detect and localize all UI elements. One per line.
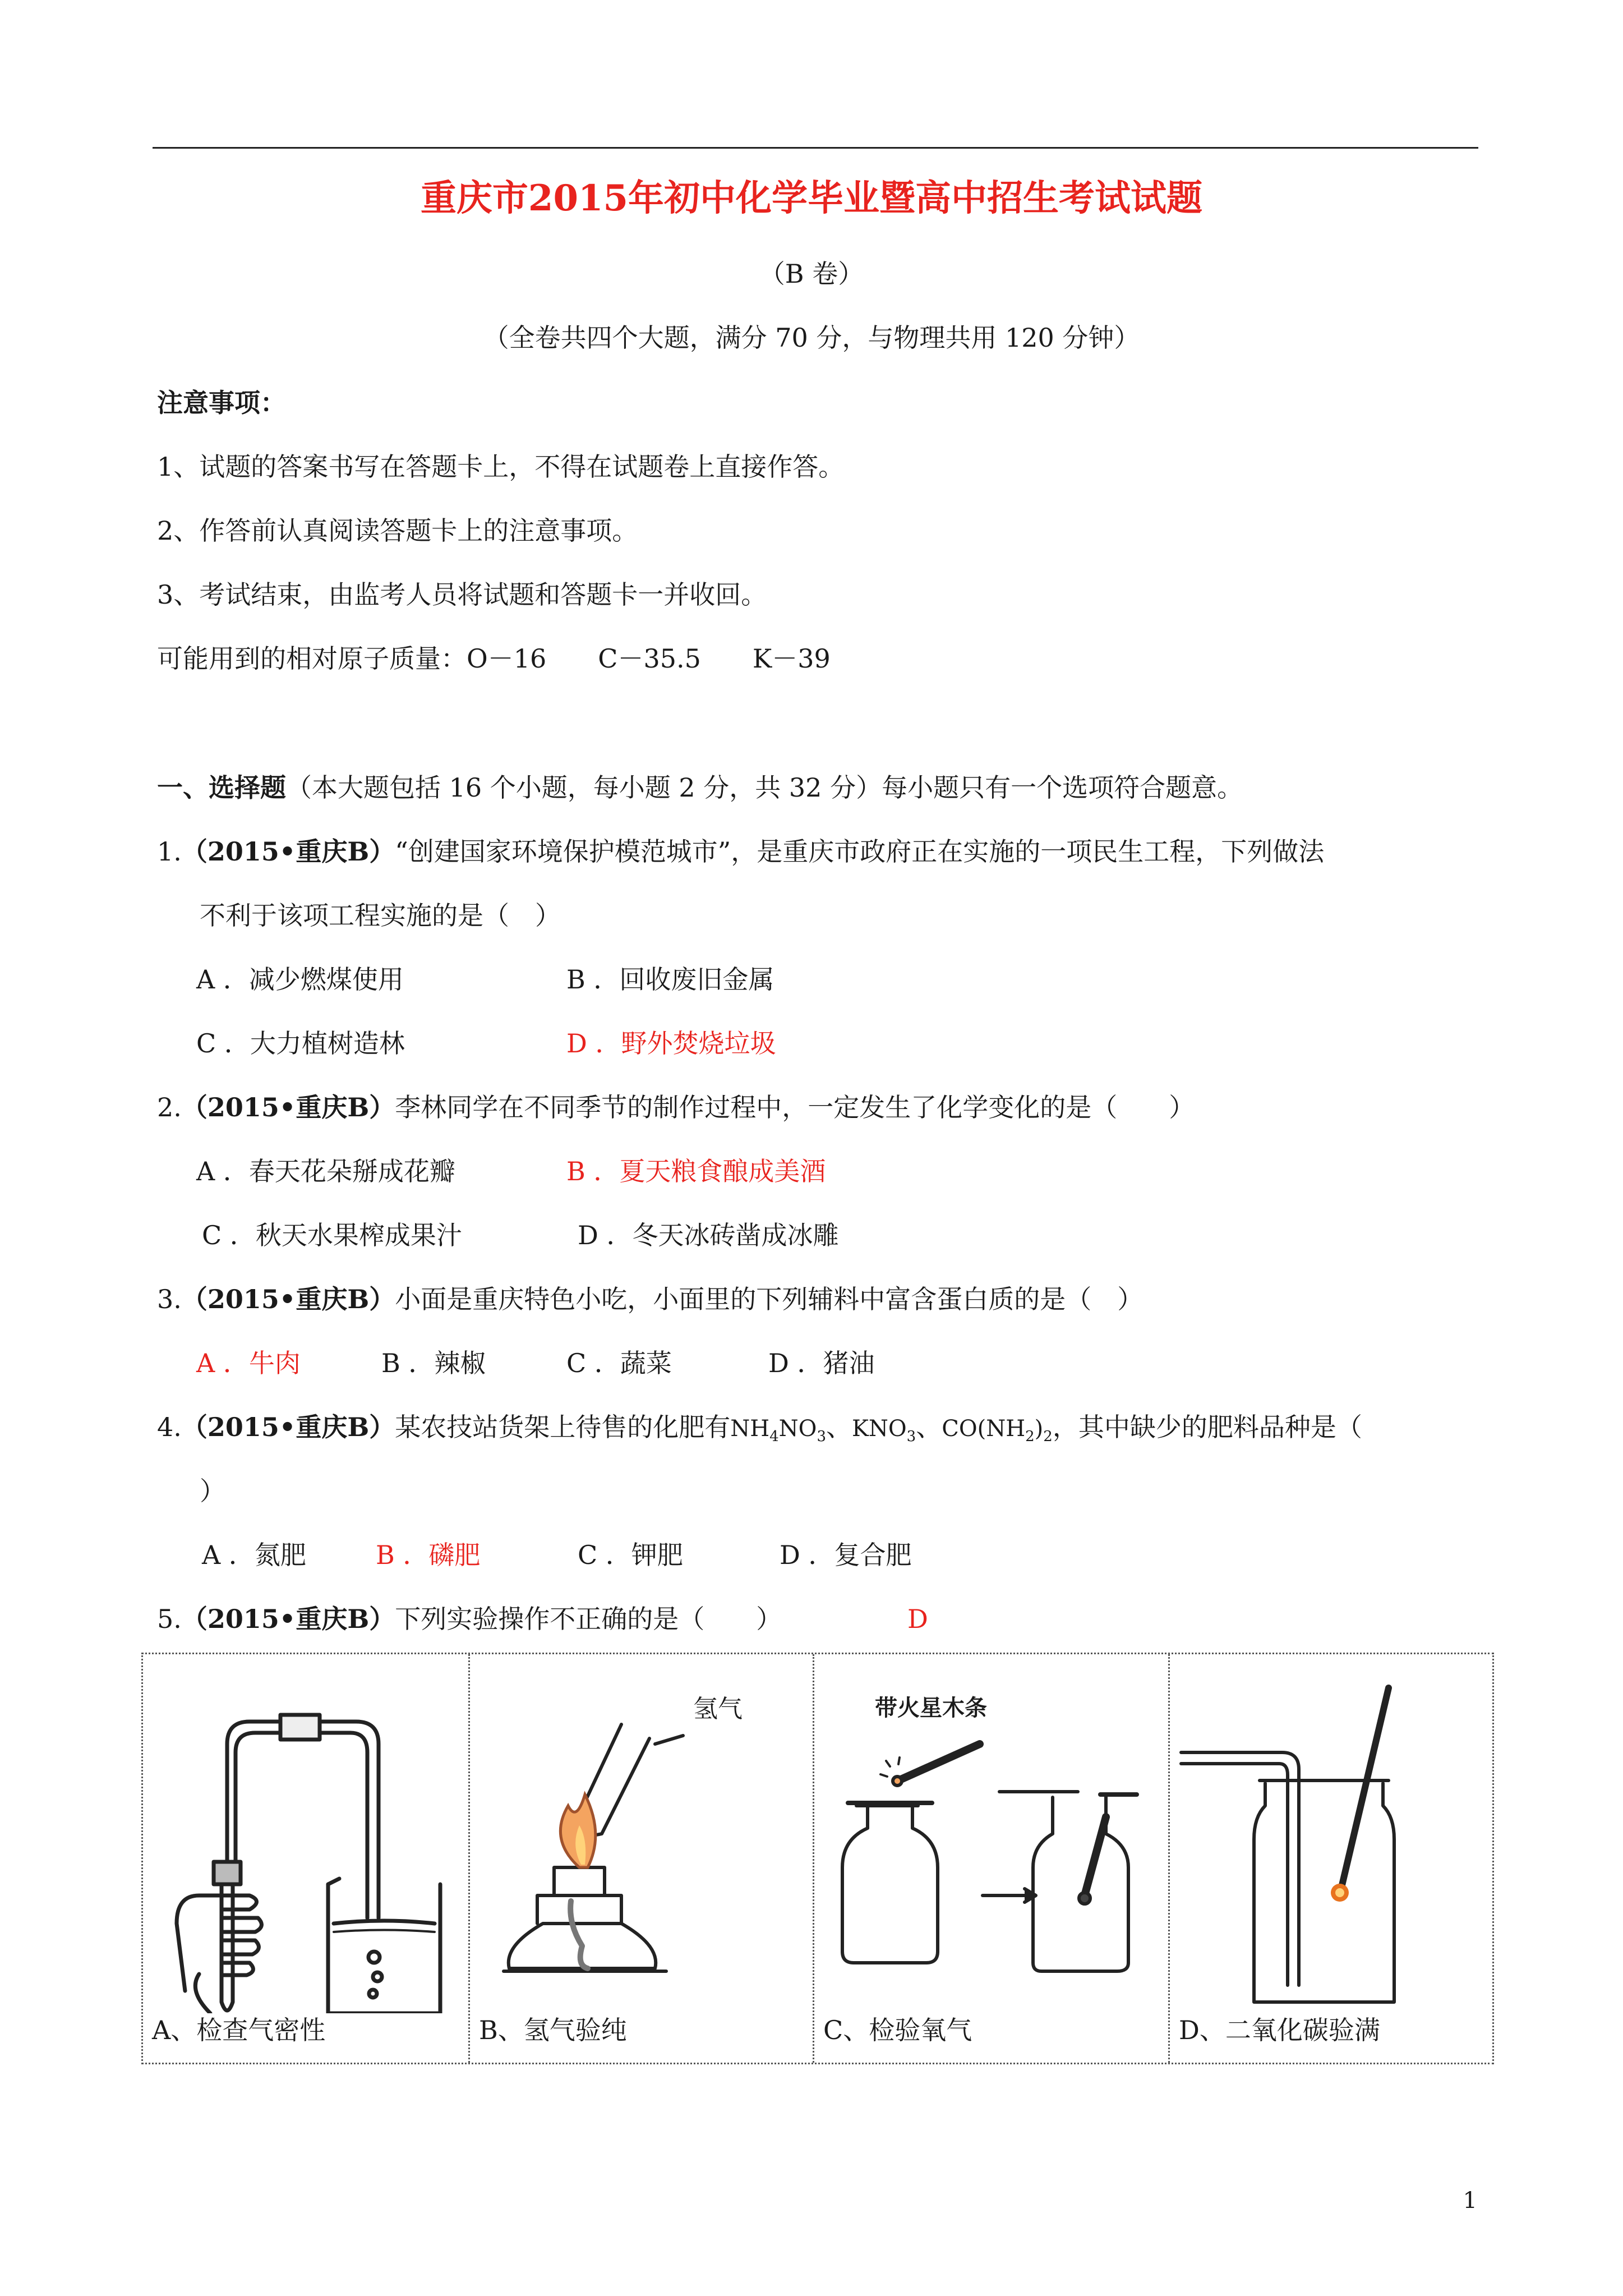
formula-nh4no3: $NH_4NO_3$	[730, 1416, 826, 1445]
question-text: “创建国家环境保护模范城市”，是重庆市政府正在实施的一项民生工程，下列做法	[395, 836, 1325, 867]
question-4-stem	[157, 1410, 1362, 1453]
figure-caption: D、二氧化碳验满	[1179, 2015, 1380, 2045]
question-number: 3.	[157, 1284, 182, 1314]
option: A ．春天花朵掰成花瓣	[196, 1156, 455, 1186]
figure-cell-d	[1168, 1654, 1492, 2063]
question-1-stem-cont: 不利于该项工程实施的是（ ）	[200, 900, 561, 931]
section-heading	[157, 771, 1243, 804]
option: A ．氮肥	[202, 1540, 306, 1570]
option: C ．大力植树造林	[196, 1028, 405, 1059]
question-2-stem	[157, 1091, 1195, 1124]
splint-label: 带火星木条	[875, 1695, 987, 1721]
question-text: 某农技站货架上待售的化肥有	[395, 1412, 731, 1442]
page-number: 1	[1463, 2188, 1477, 2214]
question-number: 2.	[157, 1092, 182, 1122]
question-number: 1.	[157, 836, 182, 867]
figure-cell-a	[143, 1654, 468, 2063]
note-item: 1、试题的答案书写在答题卡上，不得在试题卷上直接作答。	[157, 452, 845, 482]
option: B ．回收废旧金属	[566, 964, 774, 995]
option: D ．冬天冰砖凿成冰雕	[578, 1220, 839, 1250]
note-item: 2、作答前认真阅读答题卡上的注意事项。	[157, 516, 638, 546]
oxygen-test-apparatus	[814, 1654, 1170, 2013]
correct-option: B ．夏天粮食酿成美酒	[566, 1156, 826, 1186]
question-source: （2015•重庆B）	[181, 1092, 395, 1122]
question-source: （2015•重庆B）	[181, 1604, 395, 1634]
section-title: 一、选择题	[157, 772, 286, 803]
option: C ．秋天水果榨成果汁	[202, 1220, 462, 1250]
page-title: 重庆市2015年初中化学毕业暨高中招生考试试题	[420, 177, 1203, 219]
question-source: （2015•重庆B）	[181, 1412, 395, 1442]
formula-kno3: $KNO_3$	[851, 1416, 916, 1445]
hydrogen-label: 氢气	[693, 1695, 743, 1723]
figure-caption: C、检验氧气	[823, 2015, 972, 2045]
question-3-stem	[157, 1282, 1143, 1316]
option: C ．蔬菜	[566, 1348, 672, 1378]
co2-check-apparatus	[1170, 1654, 1494, 2013]
question-text: ，其中缺少的肥料品种是（	[1052, 1412, 1362, 1442]
question-4-stem-cont: ）	[200, 1476, 225, 1506]
notes-heading: 注意事项：	[157, 388, 286, 418]
option: B ．辣椒	[381, 1348, 486, 1378]
figure-table	[141, 1653, 1494, 2064]
hydrogen-test-apparatus	[470, 1654, 814, 2013]
figure-caption: B、氢气验纯	[479, 2015, 627, 2045]
header-rule	[153, 147, 1478, 149]
question-number: 4.	[157, 1412, 182, 1442]
formula-urea: $CO(NH_2)_2$	[942, 1416, 1053, 1445]
option: D ．复合肥	[780, 1540, 912, 1570]
question-1-stem	[157, 835, 1324, 868]
question-text: 下列实验操作不正确的是（ ）	[395, 1604, 782, 1634]
answer-mark: D	[907, 1604, 928, 1634]
question-text: 小面是重庆特色小吃，小面里的下列辅料中富含蛋白质的是（ ）	[395, 1284, 1144, 1314]
separator: 、	[916, 1412, 942, 1442]
atomic-masses: 可能用到的相对原子质量：O－16 C－35.5 K－39	[157, 643, 831, 674]
correct-option: A ．牛肉	[196, 1348, 301, 1378]
separator: 、	[826, 1412, 852, 1442]
option: D ．猪油	[768, 1348, 875, 1378]
airtightness-apparatus	[143, 1654, 468, 2013]
volume-label: （B 卷）	[759, 259, 864, 289]
question-5-stem	[157, 1602, 782, 1636]
exam-info: （全卷共四个大题，满分 70 分，与物理共用 120 分钟）	[483, 323, 1140, 353]
correct-option: B ．磷肥	[376, 1540, 481, 1570]
correct-option: D ．野外焚烧垃圾	[566, 1028, 776, 1059]
option: A ．减少燃煤使用	[196, 964, 404, 995]
question-number: 5.	[157, 1604, 182, 1634]
question-source: （2015•重庆B）	[181, 1284, 395, 1314]
question-text: 李林同学在不同季节的制作过程中，一定发生了化学变化的是（ ）	[395, 1092, 1195, 1122]
section-desc: （本大题包括 16 个小题，每小题 2 分，共 32 分）每小题只有一个选项符合题意。	[286, 772, 1243, 803]
note-item: 3、考试结束，由监考人员将试题和答题卡一并收回。	[157, 579, 767, 610]
figure-caption: A、检查气密性	[152, 2015, 326, 2045]
figure-cell-b	[468, 1654, 813, 2063]
option: C ．钾肥	[578, 1540, 683, 1570]
question-source: （2015•重庆B）	[181, 836, 395, 867]
figure-cell-c	[813, 1654, 1168, 2063]
